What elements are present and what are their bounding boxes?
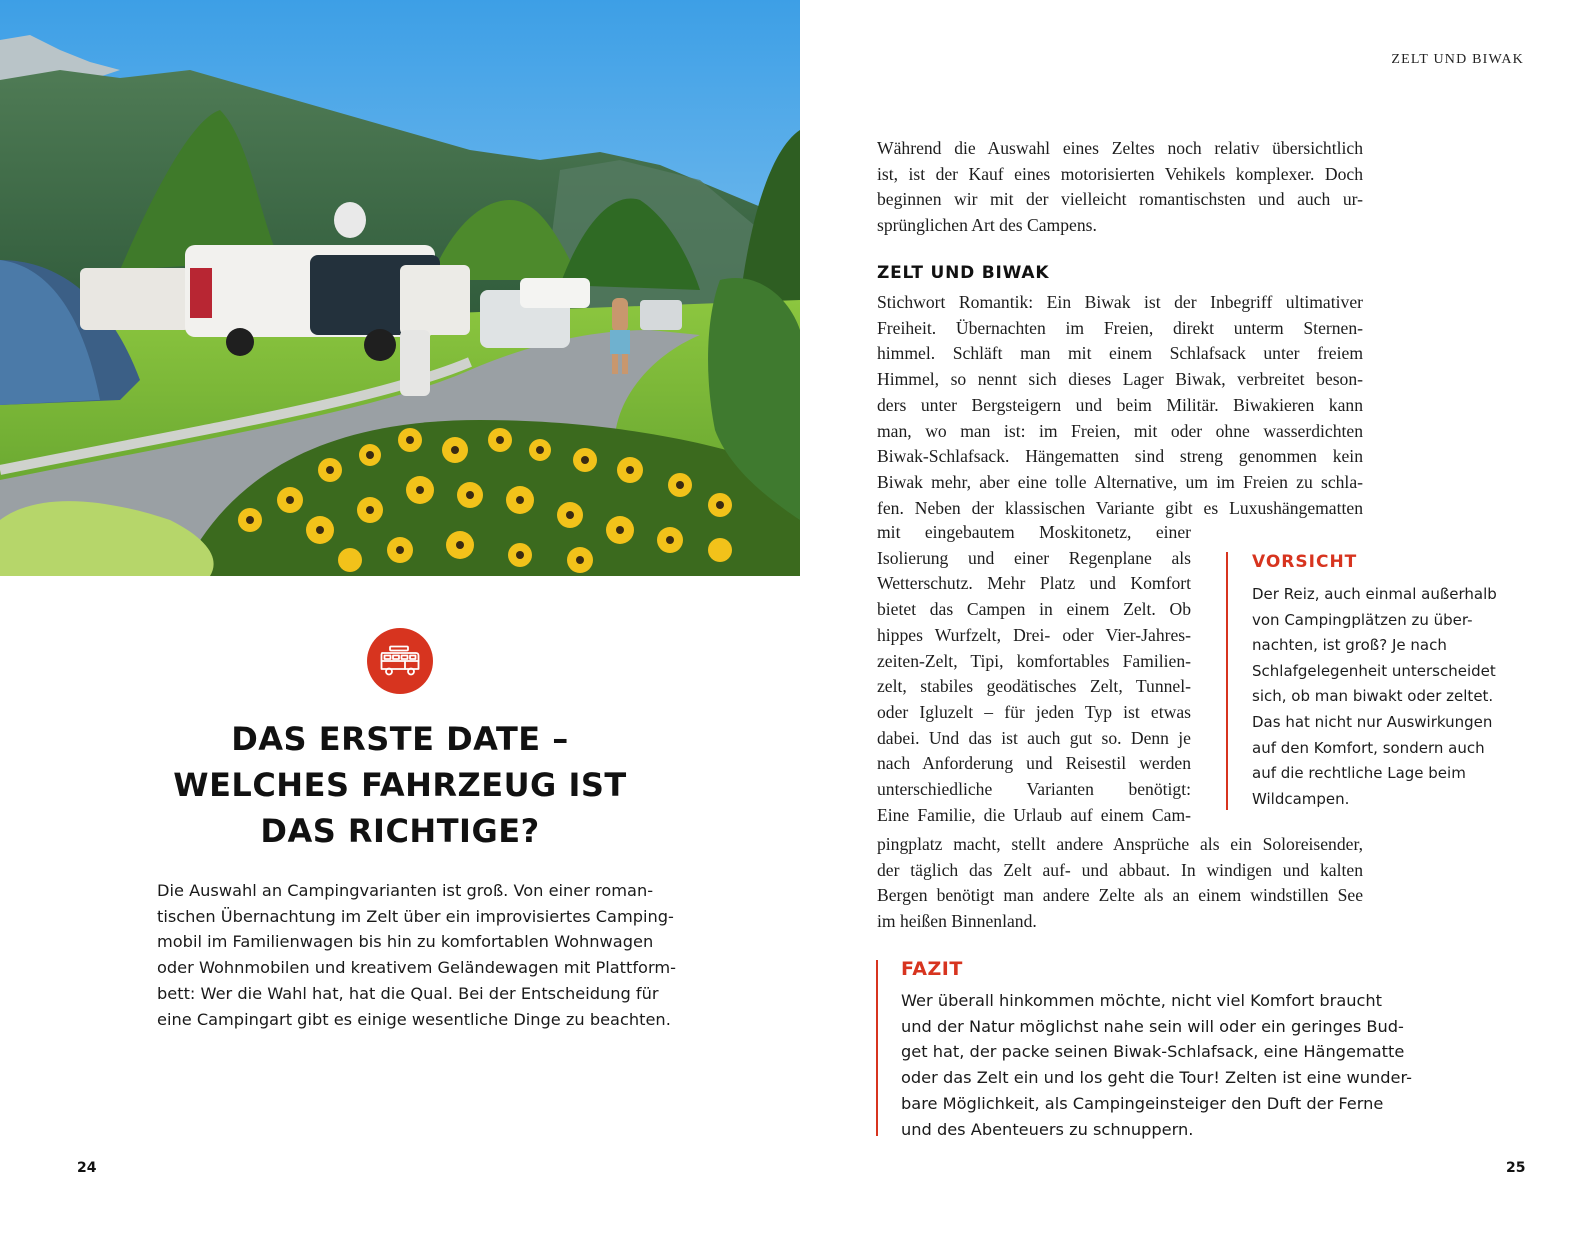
body-line: sprünglichen Art des Campens. [877, 215, 1097, 236]
aside-line: Schlafgelegenheit unterscheidet [1252, 661, 1496, 680]
body-line: bietet das Campen in einem Zelt. Ob [877, 599, 1191, 620]
intro-paragraph [157, 878, 676, 1032]
body-line: Biwak-Schlafsack. Hängematten sind streng genommen kein [877, 446, 1363, 467]
intro-line: bett: Wer die Wahl hat, hat die Qual. Bei der Entscheidung für [157, 983, 659, 1003]
body-line: Himmel, so nennt sich dieses Lager Biwak, verbreitet beson- [877, 369, 1363, 390]
body-line: himmel. Schläft man mit einem Schlafsack unter freiem [877, 343, 1363, 364]
body-line: Stichwort Romantik: Ein Biwak ist der Inbegriff ultimativer [877, 292, 1363, 312]
fazit-rule [876, 960, 878, 1136]
body-line: oder Igluzelt – für jeden Typ ist etwas [877, 701, 1191, 722]
aside-text [1252, 582, 1522, 812]
aside-line: auf den Komfort, sondern auch [1252, 738, 1485, 757]
chapter-title-line: DAS RICHTIGE? [260, 812, 540, 850]
chapter-title-line: DAS ERSTE DATE – [231, 720, 569, 758]
aside-line: nachten, ist groß? Je nach [1252, 636, 1447, 655]
fazit-line: und des Abenteuers zu schnuppern. [901, 1119, 1194, 1139]
chapter-title [150, 716, 650, 854]
body-line: unterschiedliche Varianten benötigt: [877, 779, 1191, 800]
body-line: man, wo man ist: im Freien, mit oder ohne wasserdichten [877, 420, 1363, 441]
fazit-line: bare Möglichkeit, als Campingeinsteiger den Duft der Ferne [901, 1093, 1384, 1113]
body-line: zeiten-Zelt, Tipi, komfortables Familien- [877, 650, 1191, 671]
fazit-line: oder das Zelt ein und los geht die Tour! Zelten ist eine wunder- [901, 1068, 1412, 1088]
body-line: Isolierung und einer Regenplane als [877, 547, 1191, 568]
aside-line: Wildcampen. [1252, 789, 1350, 808]
body-line: ders unter Bergsteigern und beim Militär. Biwakieren kann [877, 394, 1363, 415]
page-number-right: 25 [1506, 1160, 1526, 1176]
aside-line: Das hat nicht nur Auswirkungen [1252, 712, 1493, 731]
intro-line: tischen Übernachtung im Zelt über ein improvisiertes Camping- [157, 906, 674, 926]
aside-heading: VORSICHT [1252, 552, 1358, 572]
campsite-photo [0, 0, 800, 576]
body-line: mit eingebautem Moskitonetz, einer [877, 522, 1191, 542]
fazit-line: get hat, der packe seinen Biwak-Schlafsack, eine Hängematte [901, 1042, 1405, 1062]
intro-line: oder Wohnmobilen und kreativem Geländewagen mit Plattform- [157, 958, 676, 978]
intro-line: mobil im Familienwagen bis hin zu komfortablen Wohnwagen [157, 932, 654, 952]
body-line: der täglich das Zelt auf- und abbaut. In windigen und kalten [877, 859, 1363, 880]
fazit-line: und der Natur möglichst nahe sein will oder ein geringes Bud- [901, 1016, 1404, 1036]
body-line: Wetterschutz. Mehr Platz und Komfort [877, 573, 1191, 594]
body-paragraph-tail [877, 832, 1363, 935]
fazit-line: Wer überall hinkommen möchte, nicht viel Komfort braucht [901, 991, 1383, 1010]
body-line: hippes Wurfzelt, Drei- oder Vier-Jahres- [877, 624, 1191, 645]
body-line: pingplatz macht, stellt andere Ansprüche als ein Soloreisender, [877, 834, 1363, 854]
body-line: Freiheit. Übernachten im Freien, direkt unterm Sternen- [877, 317, 1363, 338]
body-line: dabei. Und das ist auch gut so. Denn je [877, 727, 1191, 748]
section-heading: ZELT UND BIWAK [877, 263, 1050, 283]
body-line: Bergen benötigt man andere Zelte als an einem windstillen See [877, 885, 1363, 906]
page-number-left: 24 [77, 1160, 97, 1176]
aside-line: Der Reiz, auch einmal außerhalb [1252, 585, 1497, 603]
chapter-title-line: WELCHES FAHRZEUG IST [173, 766, 627, 804]
camper-van-badge [367, 628, 433, 694]
aside-line: von Campingplätzen zu über- [1252, 610, 1473, 629]
body-line: Biwak mehr, aber eine tolle Alternative, um im Freien zu schla- [877, 471, 1363, 492]
body-line: fen. Neben der klassischen Variante gibt es Luxushängematten [877, 497, 1363, 518]
camper-van-icon [380, 645, 420, 677]
aside-line: auf die rechtliche Lage beim [1252, 764, 1466, 783]
body-line: beginnen wir mit der vielleicht romantischsten und auch ur- [877, 189, 1363, 210]
body-paragraph-narrow [877, 520, 1191, 828]
body-line: ist, ist der Kauf eines motorisierten Vehikels komplexer. Doch [877, 163, 1363, 184]
aside-line: sich, ob man biwakt oder zeltet. [1252, 687, 1494, 706]
fazit-text [901, 988, 1412, 1142]
body-line: Eine Familie, die Urlaub auf einem Cam- [877, 804, 1191, 825]
body-line: zelt, stabiles geodätisches Zelt, Tunnel- [877, 676, 1191, 697]
fazit-heading: FAZIT [901, 958, 963, 980]
running-head: ZELT UND BIWAK [1391, 52, 1524, 67]
body-line: nach Anforderung und Reisestil werden [877, 753, 1191, 774]
intro-paragraph-right [877, 136, 1363, 239]
aside-rule [1226, 552, 1228, 810]
body-line: Während die Auswahl eines Zeltes noch relativ übersichtlich [877, 138, 1363, 158]
intro-line: Die Auswahl an Campingvarianten ist groß. Von einer roman- [157, 881, 654, 900]
intro-line: eine Campingart gibt es einige wesentliche Dinge zu beachten. [157, 1009, 671, 1029]
body-line: im heißen Binnenland. [877, 911, 1037, 932]
body-paragraph [877, 290, 1363, 521]
